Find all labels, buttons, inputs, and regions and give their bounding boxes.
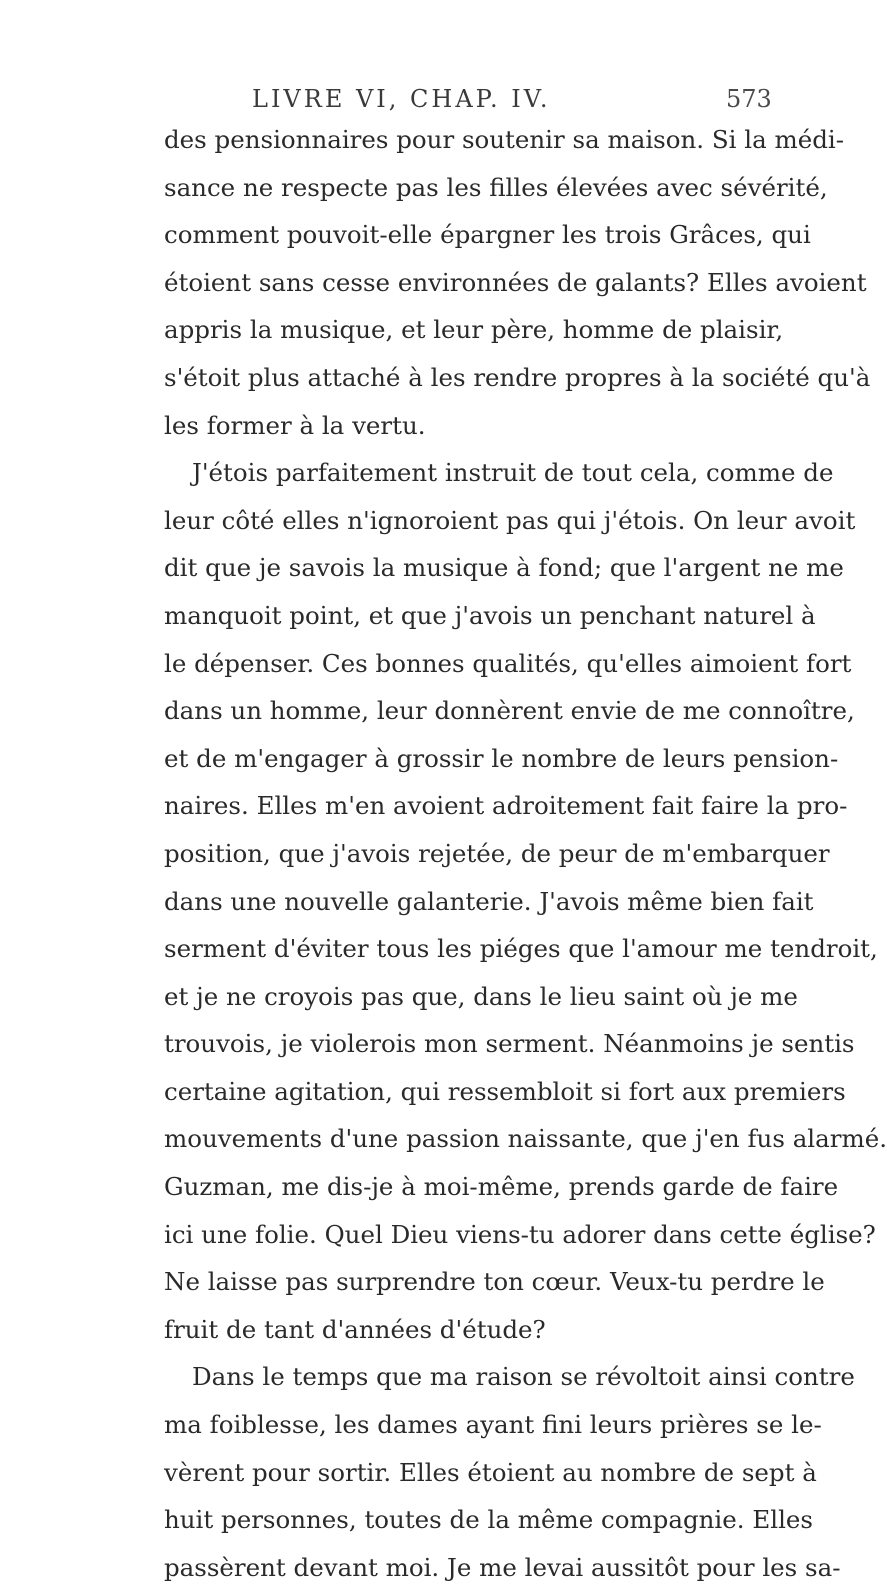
text-line: vèrent pour sortir. Elles étoient au nombre de sept à	[164, 1457, 817, 1487]
text-line: et de m'engager à grossir le nombre de leurs pension-	[164, 743, 839, 773]
text-line: étoient sans cesse environnées de galants? Elles avoient	[164, 267, 867, 297]
text-line: fruit de tant d'années d'étude?	[164, 1314, 546, 1344]
text-line: le dépenser. Ces bonnes qualités, qu'elles aimoient fort	[164, 648, 852, 678]
text-line: manquoit point, et que j'avois un penchant naturel à	[164, 600, 816, 630]
text-line: position, que j'avois rejetée, de peur de m'embarquer	[164, 838, 830, 868]
text-line: ici une folie. Quel Dieu viens-tu adorer dans cette église?	[164, 1219, 876, 1249]
text-line: Dans le temps que ma raison se révoltoit ainsi contre	[192, 1362, 855, 1392]
text-line: trouvois, je violerois mon serment. Néanmoins je sentis	[164, 1029, 855, 1059]
text-line: dans un homme, leur donnèrent envie de me connoître,	[164, 696, 855, 726]
text-line: appris la musique, et leur père, homme de plaisir,	[164, 315, 784, 345]
body-text	[164, 116, 887, 1591]
text-line: leur côté elles n'ignoroient pas qui j'étois. On leur avoit	[164, 505, 856, 535]
text-line: sance ne respecte pas les filles élevées avec sévérité,	[164, 172, 828, 202]
text-line: des pensionnaires pour soutenir sa maison. Si la médi-	[164, 125, 844, 154]
text-line: comment pouvoit-elle épargner les trois Grâces, qui	[164, 220, 811, 250]
text-line: passèrent devant moi. Je me levai aussitôt pour les sa-	[164, 1552, 841, 1582]
running-title: LIVRE VI, CHAP. IV.	[252, 85, 551, 113]
text-line: J'étois parfaitement instruit de tout cela, comme de	[192, 458, 834, 488]
text-line: ma foiblesse, les dames ayant fini leurs prières se le-	[164, 1410, 822, 1440]
text-line: serment d'éviter tous les piéges que l'amour me tendroit,	[164, 934, 878, 964]
text-line: Ne laisse pas surprendre ton cœur. Veux-tu perdre le	[164, 1267, 825, 1297]
text-line: naires. Elles m'en avoient adroitement fait faire la pro-	[164, 791, 848, 821]
text-line: dans une nouvelle galanterie. J'avois même bien fait	[164, 886, 814, 916]
text-line: les former à la vertu.	[164, 410, 426, 440]
text-line: huit personnes, toutes de la même compagnie. Elles	[164, 1505, 813, 1535]
text-line: s'étoit plus attaché à les rendre propres à la société qu'à	[164, 362, 871, 392]
page-number: 573	[726, 85, 772, 113]
text-line: et je ne croyois pas que, dans le lieu saint où je me	[164, 981, 798, 1011]
text-line: Guzman, me dis-je à moi-même, prends garde de faire	[164, 1172, 839, 1202]
text-line: certaine agitation, qui ressembloit si fort aux premiers	[164, 1076, 846, 1106]
text-line: dit que je savois la musique à fond; que l'argent ne me	[164, 553, 844, 583]
text-line: mouvements d'une passion naissante, que j'en fus alarmé.	[164, 1124, 887, 1154]
